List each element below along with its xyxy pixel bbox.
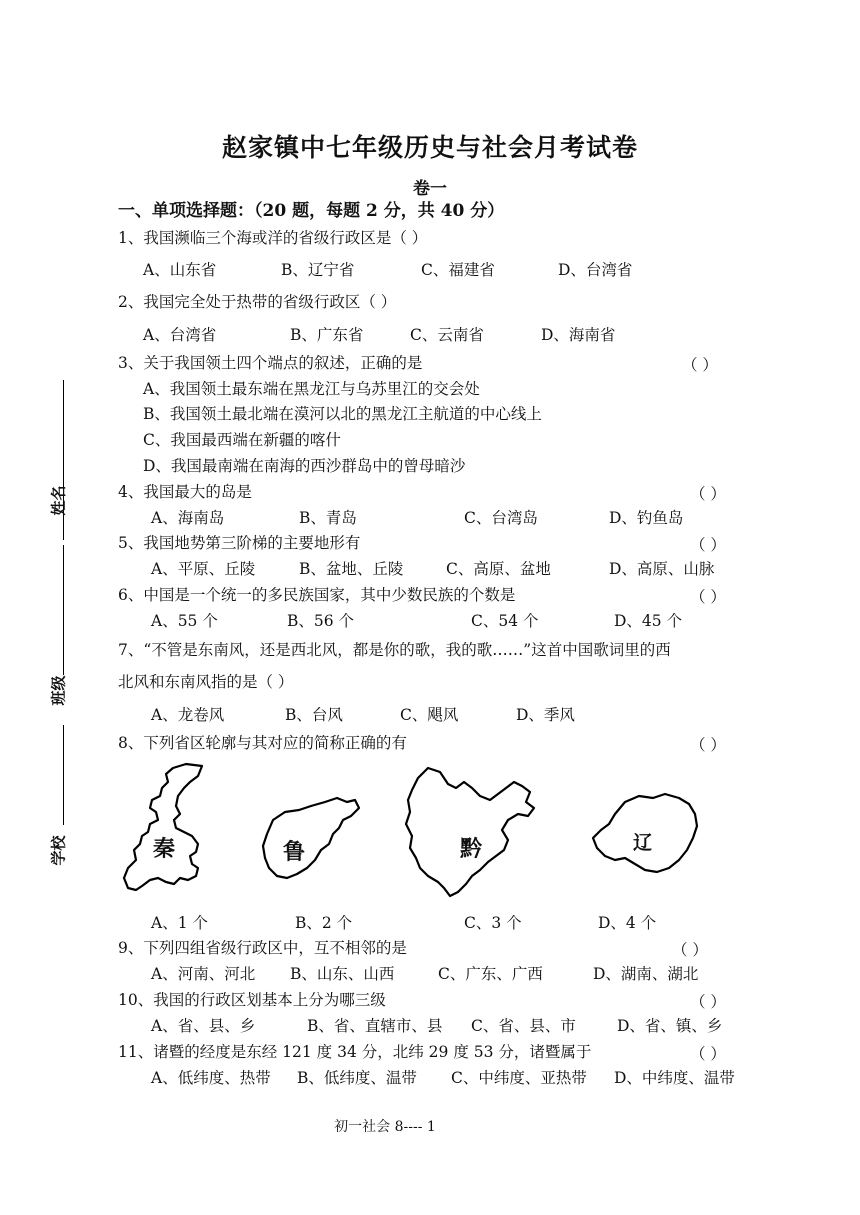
q6-answer-paren: （ ） xyxy=(690,588,726,606)
q11-option-a: A、低纬度、热带 xyxy=(151,1069,271,1087)
question-1: 1、我国濒临三个海或洋的省级行政区是（ ） xyxy=(118,229,428,247)
q8-option-b: B、2 个 xyxy=(295,914,353,932)
q2-option-d: D、海南省 xyxy=(541,326,616,344)
q3-option-d: D、我国最南端在南海的西沙群岛中的曾母暗沙 xyxy=(143,457,466,475)
shandong-outline-map xyxy=(255,790,375,885)
section-heading: 一、单项选择题：（20 题，每题 2 分，共 40 分） xyxy=(118,201,505,221)
question-6: 6、中国是一个统一的多民族国家，其中少数民族的个数是 xyxy=(118,586,516,604)
q7-option-a: A、龙卷风 xyxy=(151,706,225,724)
name-label: 姓名 xyxy=(49,485,68,516)
q5-option-d: D、高原、山脉 xyxy=(609,560,715,578)
question-5: 5、我国地势第三阶梯的主要地形有 xyxy=(118,534,361,552)
map-label-lu: 鲁 xyxy=(283,839,306,865)
q6-option-a: A、55 个 xyxy=(151,612,218,630)
shaanxi-outline-map xyxy=(118,760,218,900)
q8-option-d: D、4 个 xyxy=(598,914,657,932)
q10-answer-paren: （ ） xyxy=(690,993,726,1011)
q7-option-b: B、台风 xyxy=(285,706,343,724)
q11-option-d: D、中纬度、温带 xyxy=(614,1069,735,1087)
q4-option-c: C、台湾岛 xyxy=(464,509,538,527)
q6-option-b: B、56 个 xyxy=(287,612,355,630)
q8-answer-paren: （ ） xyxy=(690,736,726,754)
exam-title: 赵家镇中七年级历史与社会月考试卷 xyxy=(221,133,638,162)
question-8: 8、下列省区轮廓与其对应的简称正确的有 xyxy=(118,734,407,752)
q9-option-a: A、河南、河北 xyxy=(151,965,256,983)
q10-option-b: B、省、直辖市、县 xyxy=(307,1017,443,1035)
q2-option-a: A、台湾省 xyxy=(143,326,217,344)
q6-option-d: D、45 个 xyxy=(614,612,683,630)
q11-option-c: C、中纬度、亚热带 xyxy=(451,1069,587,1087)
question-9: 9、下列四组省级行政区中，互不相邻的是 xyxy=(118,939,407,957)
question-7-line-2: 北风和东南风指的是（ ） xyxy=(118,673,294,691)
binding-line-bottom xyxy=(63,725,64,825)
page-footer: 初一社会 8---- 1 xyxy=(334,1119,436,1135)
q3-answer-paren: （ ） xyxy=(682,356,718,374)
map-label-liao: 辽 xyxy=(633,832,653,854)
q3-option-a: A、我国领土最东端在黑龙江与乌苏里江的交会处 xyxy=(143,380,480,398)
binding-line-middle xyxy=(63,545,64,675)
q1-option-c: C、福建省 xyxy=(421,261,495,279)
q10-option-d: D、省、镇、乡 xyxy=(617,1017,723,1035)
q3-option-c: C、我国最西端在新疆的喀什 xyxy=(143,431,341,449)
question-3: 3、关于我国领土四个端点的叙述，正确的是 xyxy=(118,354,423,372)
map-label-qian: 黔 xyxy=(460,836,483,862)
q10-option-a: A、省、县、乡 xyxy=(151,1017,256,1035)
q9-option-b: B、山东、山西 xyxy=(290,965,395,983)
q5-answer-paren: （ ） xyxy=(690,536,726,554)
q4-answer-paren: （ ） xyxy=(690,485,726,503)
class-label: 班级 xyxy=(49,675,68,706)
binding-line-top xyxy=(63,380,64,540)
q9-option-c: C、广东、广西 xyxy=(438,965,543,983)
q2-option-c: C、云南省 xyxy=(410,326,484,344)
q1-option-d: D、台湾省 xyxy=(558,261,633,279)
q1-option-a: A、山东省 xyxy=(143,261,217,279)
q11-answer-paren: （ ） xyxy=(690,1045,726,1063)
q9-answer-paren: （ ） xyxy=(672,941,708,959)
q5-option-c: C、高原、盆地 xyxy=(446,560,551,578)
q6-option-c: C、54 个 xyxy=(471,612,539,630)
q5-option-b: B、盆地、丘陵 xyxy=(299,560,404,578)
q11-option-b: B、低纬度、温带 xyxy=(297,1069,417,1087)
q1-option-b: B、辽宁省 xyxy=(281,261,355,279)
paper-subtitle: 卷一 xyxy=(413,179,447,199)
question-11: 11、诸暨的经度是东经 121 度 34 分，北纬 29 度 53 分，诸暨属于 xyxy=(118,1043,592,1061)
q10-option-c: C、省、县、市 xyxy=(471,1017,576,1035)
map-label-qin: 秦 xyxy=(153,836,176,862)
q4-option-a: A、海南岛 xyxy=(151,509,225,527)
question-4: 4、我国最大的岛是 xyxy=(118,483,252,501)
question-10: 10、我国的行政区划基本上分为哪三级 xyxy=(118,991,386,1009)
question-7-line-1: 7、“不管是东南风，还是西北风，都是你的歌，我的歌……”这首中国歌词里的西 xyxy=(118,641,671,659)
q8-option-a: A、1 个 xyxy=(151,914,208,932)
q8-option-c: C、3 个 xyxy=(464,914,522,932)
q9-option-d: D、湖南、湖北 xyxy=(593,965,699,983)
school-label: 学校 xyxy=(49,835,68,866)
q5-option-a: A、平原、丘陵 xyxy=(151,560,256,578)
q4-option-b: B、青岛 xyxy=(299,509,357,527)
q7-option-c: C、飓风 xyxy=(400,706,459,724)
q7-option-d: D、季风 xyxy=(516,706,575,724)
q4-option-d: D、钓鱼岛 xyxy=(609,509,684,527)
question-2: 2、我国完全处于热带的省级行政区（ ） xyxy=(118,293,397,311)
q2-option-b: B、广东省 xyxy=(290,326,364,344)
q3-option-b: B、我国领土最北端在漠河以北的黑龙江主航道的中心线上 xyxy=(143,405,542,423)
